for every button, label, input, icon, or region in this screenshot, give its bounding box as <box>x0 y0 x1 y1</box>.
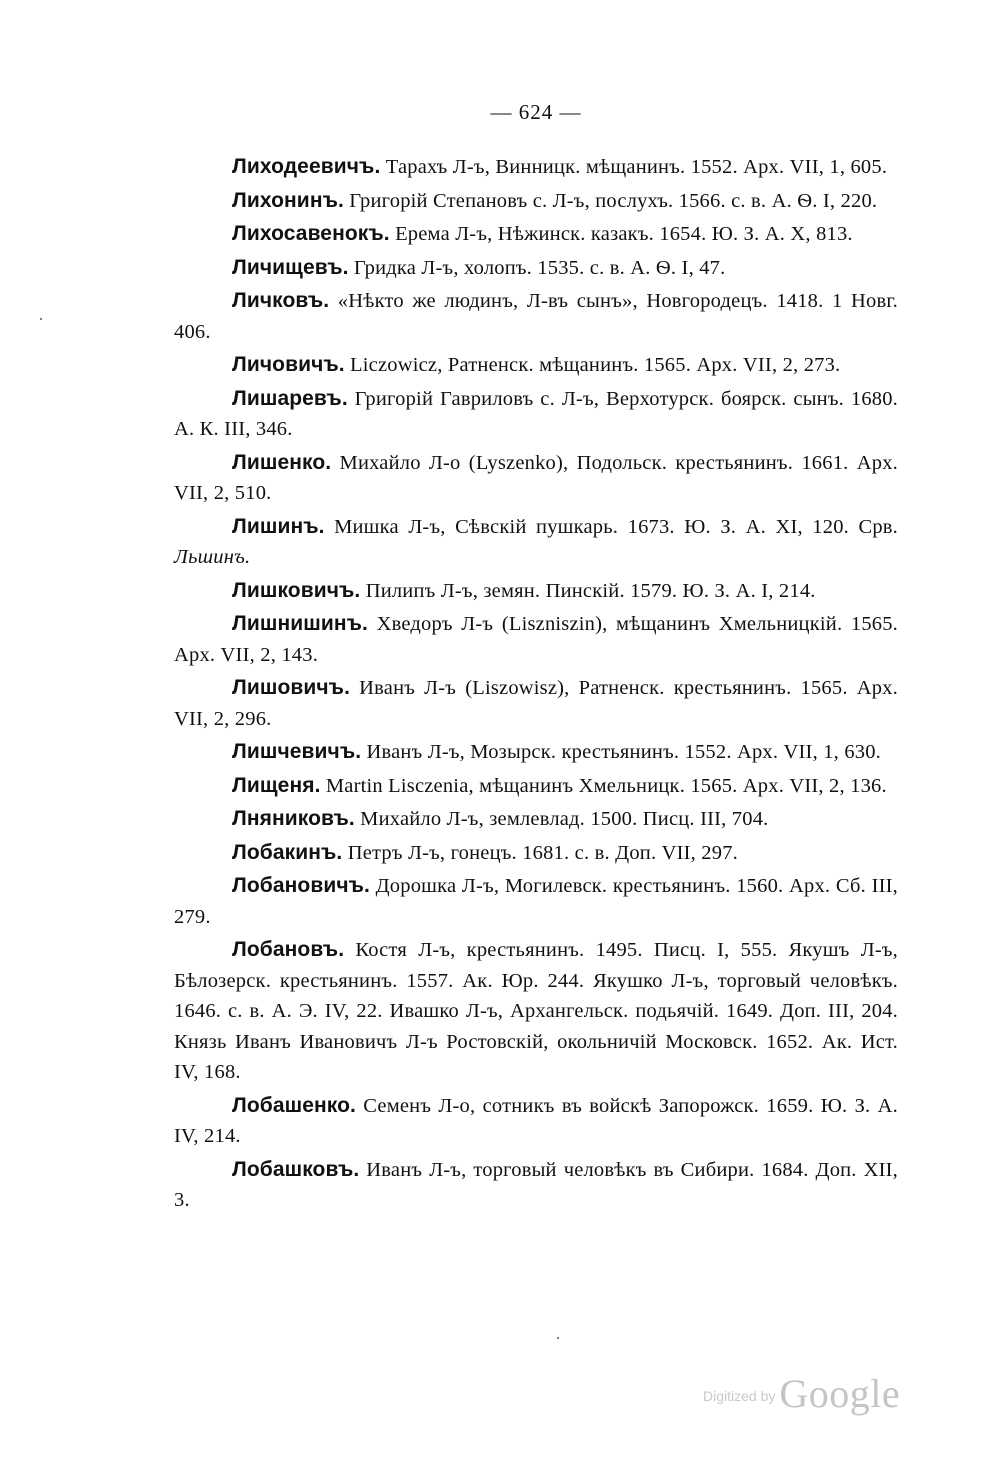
entry-headword: Лишовичъ. <box>232 676 351 699</box>
entry-text: Костя Л-ъ, крестьянинъ. 1495. Писц. I, 555. Якушъ Л-ъ, Бѣлозерск. крестьянинъ. 1557. Ак. Юр. 244. Якушко Л-ъ, торговый человѣкъ. 1646. с. в. А. Э. IV, 22. Ивашко Л-ъ, Архангельск. подьячій. 1649. Доп. III, 204. Князь Иванъ Ивановичъ Л-ъ Ростовскій, окольничій Московск. 1652. Ак. Ист. IV, 168. <box>174 939 898 1083</box>
entry-cross-reference: Льшинъ. <box>174 546 251 568</box>
entry-headword: Лищеня. <box>232 773 321 797</box>
digitized-by-label: Digitized by <box>703 1388 776 1404</box>
google-logo: Google <box>779 1371 901 1416</box>
entry-headword: Лобановичъ. <box>232 874 370 897</box>
entry-headword: Лишаревъ. <box>232 386 348 410</box>
entry-headword: Лихонинъ. <box>232 188 344 212</box>
dictionary-entry <box>174 935 898 1088</box>
dictionary-entry <box>174 350 898 381</box>
entry-headword: Лиходеевичъ. <box>232 155 381 178</box>
entry-text: Martin Lisczenia, мѣщанинъ Хмельницк. 1565. Арх. VII, 2, 136. <box>320 774 887 797</box>
dictionary-entry <box>174 1091 898 1152</box>
entry-headword: Лишковичъ. <box>232 578 361 602</box>
entry-headword: Лишенко. <box>232 450 332 474</box>
entry-text: Михайло Л-ъ, землевлад. 1500. Писц. III, 704. <box>354 808 769 830</box>
dictionary-entry <box>174 512 898 573</box>
entry-text: Иванъ Л-ъ (Liszowisz), Ратненск. крестьянинъ. 1565. Арх. VII, 2, 296. <box>174 677 898 730</box>
entry-headword: Лишинъ. <box>232 514 325 538</box>
dictionary-entry <box>174 871 898 932</box>
entry-text: Семенъ Л-о, сотникъ въ войскѣ Запорожск. 1659. Ю. З. А. IV, 214. <box>174 1094 898 1147</box>
dictionary-entry <box>174 186 898 217</box>
entry-text: «Нѣкто же людинъ, Л-въ сынъ», Новгородецъ. 1418. 1 Новг. 406. <box>174 290 898 343</box>
dictionary-entry <box>174 804 898 835</box>
scan-speck <box>40 318 42 320</box>
entry-text: Иванъ Л-ъ, торговый человѣкъ въ Сибири. 1684. Доп. XII, 3. <box>174 1158 898 1211</box>
dictionary-entry <box>174 384 898 445</box>
entry-text: Тарахъ Л-ъ, Винницк. мѣщанинъ. 1552. Арх. VII, 1, 605. <box>380 156 888 178</box>
dictionary-entry <box>174 286 898 347</box>
dictionary-entry <box>174 576 898 607</box>
dictionary-entry <box>174 838 898 869</box>
entry-text: Михайло Л-о (Lyszenko), Подольск. крестьянинъ. 1661. Арх. VII, 2, 510. <box>174 451 898 504</box>
entry-headword: Лихосавенокъ. <box>232 222 390 245</box>
entry-headword: Лняниковъ. <box>232 807 355 830</box>
dictionary-entry <box>174 771 898 802</box>
entry-text: Ерема Л-ъ, Нѣжинск. казакъ. 1654. Ю. З. А. X, 813. <box>389 223 853 245</box>
entry-text: Пилипъ Л-ъ, земян. Пинскій. 1579. Ю. З. А. I, 214. <box>360 579 816 602</box>
dictionary-entry <box>174 253 898 284</box>
entry-text: Петръ Л-ъ, гонецъ. 1681. с. в. Доп. VII, 297. <box>342 841 738 864</box>
dictionary-entry <box>174 737 898 768</box>
entry-text: Мишка Л-ъ, Сѣвскій пушкарь. 1673. Ю. З. А. XI, 120. Срв. <box>324 515 898 538</box>
entry-text: Гридка Л-ъ, холопъ. 1535. с. в. А. Ѳ. I, 47. <box>348 256 726 279</box>
dictionary-entries <box>174 152 898 1219</box>
entry-headword: Личищевъ. <box>232 255 349 279</box>
entry-headword: Лобакинъ. <box>232 840 343 864</box>
entry-text: Григорій Степановъ с. Л-ъ, послухъ. 1566. с. в. А. Ѳ. I, 220. <box>343 189 878 212</box>
entry-text: Liczowicz, Ратненск. мѣщанинъ. 1565. Арх. VII, 2, 273. <box>344 354 841 376</box>
entry-text: Дорошка Л-ъ, Могилевск. крестьянинъ. 1560. Арх. Сб. III, 279. <box>174 875 898 928</box>
dictionary-entry <box>174 1155 898 1216</box>
dictionary-entry <box>174 448 898 509</box>
dictionary-entry <box>174 152 898 183</box>
entry-headword: Лишнишинъ. <box>232 612 368 635</box>
entry-text: Григорій Гавриловъ с. Л-ъ, Верхотурск. боярск. сынъ. 1680. А. К. III, 346. <box>174 387 898 440</box>
dictionary-entry <box>174 673 898 734</box>
digitized-watermark <box>703 1370 900 1417</box>
entry-headword: Личковъ. <box>232 289 330 312</box>
dictionary-entry <box>174 219 898 250</box>
entry-headword: Лобашковъ. <box>232 1157 360 1181</box>
entry-headword: Лобановъ. <box>232 938 345 961</box>
page-number: — 624 — <box>490 100 582 124</box>
entry-text: Хведоръ Л-ъ (Liszniszin), мѣщанинъ Хмельницкій. 1565. Арх. VII, 2, 143. <box>174 613 898 666</box>
dictionary-entry <box>174 609 898 670</box>
entry-headword: Лобашенко. <box>232 1093 356 1117</box>
entry-text: Иванъ Л-ъ, Мозырск. крестьянинъ. 1552. Арх. VII, 1, 630. <box>361 741 882 763</box>
entry-headword: Личовичъ. <box>232 353 345 376</box>
scan-speck <box>557 1337 559 1339</box>
entry-headword: Лишчевичъ. <box>232 740 362 763</box>
